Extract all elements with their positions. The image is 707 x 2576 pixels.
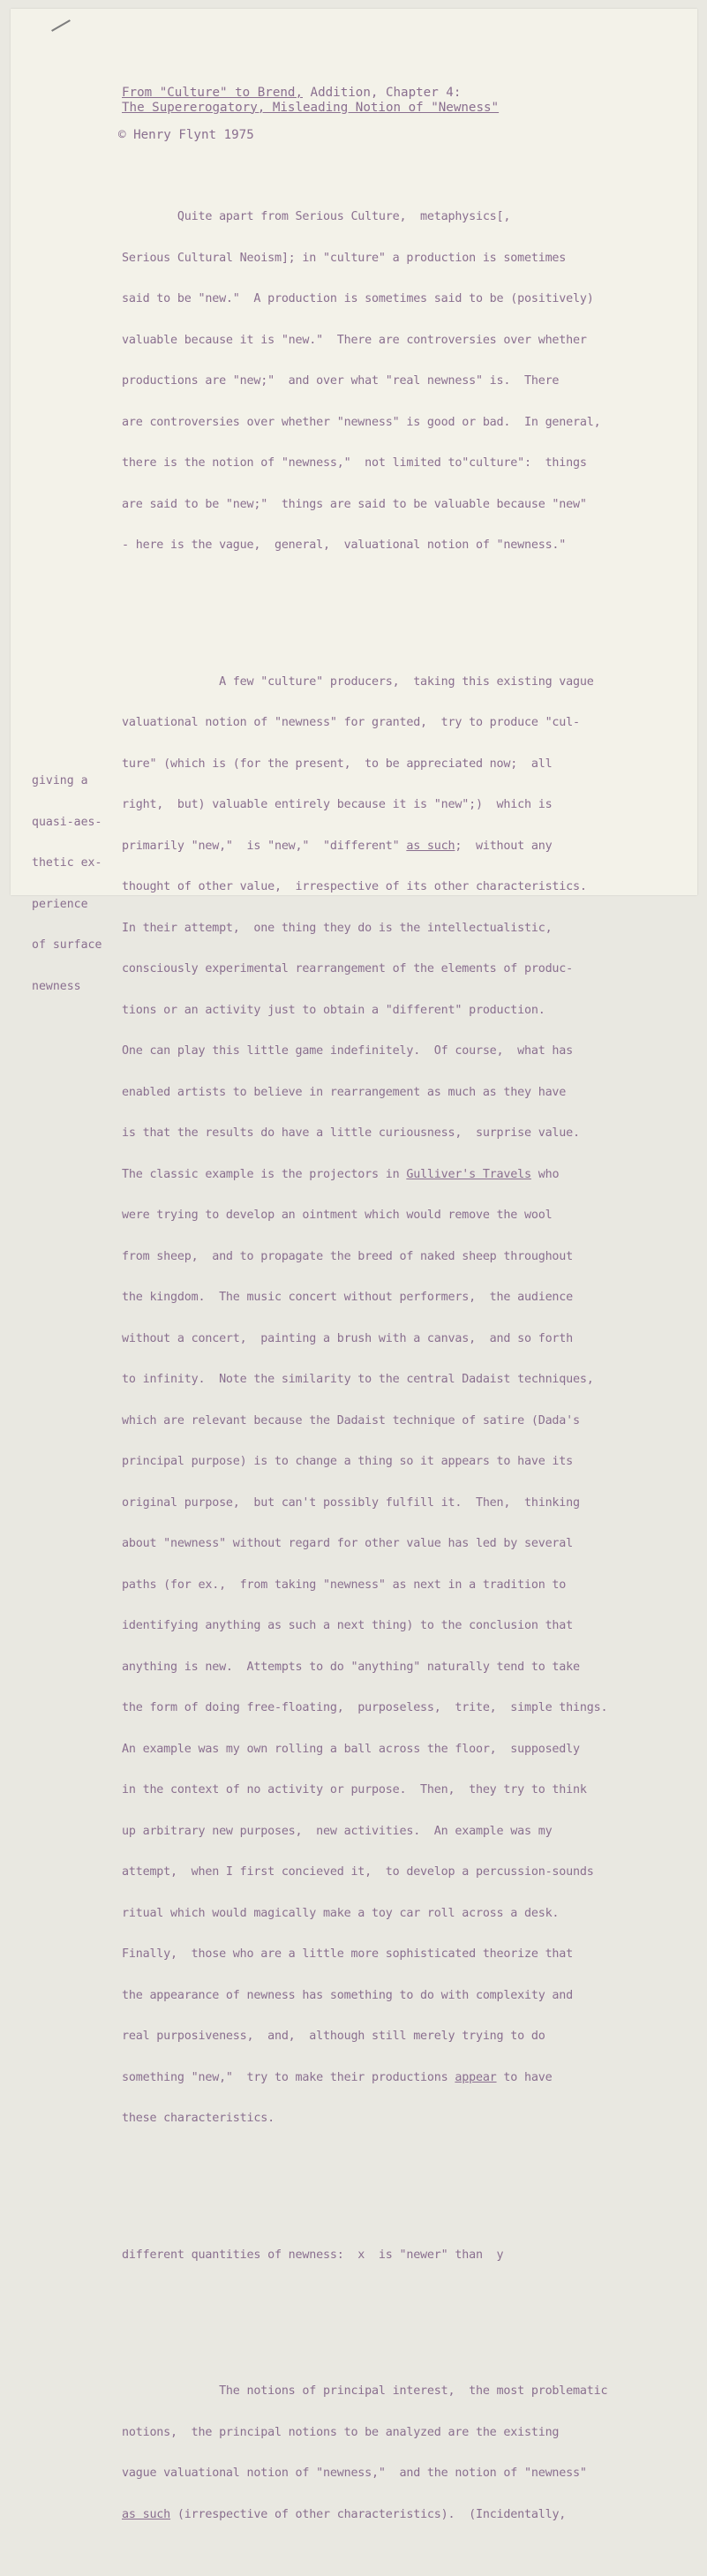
paragraph-4 xyxy=(122,2357,607,2549)
text-line: identifying anything as such a next thing) to the conclusion that xyxy=(122,1619,574,1632)
heading-title-rest: Addition, Chapter 4: xyxy=(303,86,462,100)
underlined-phrase: as such xyxy=(406,839,455,853)
text-line: in the context of no activity or purpose. Then, they try to think xyxy=(122,1783,587,1796)
text-line: there is the notion of "newness," not limited to"culture": things xyxy=(122,456,587,470)
text-line: to infinity. Note the similarity to the central Dadaist techniques, xyxy=(122,1373,594,1386)
margin-line: giving a xyxy=(32,774,88,787)
text-line: the appearance of newness has something to do with complexity and xyxy=(122,1988,574,2002)
margin-line: perience xyxy=(32,897,88,911)
text-line: were trying to develop an ointment which would remove the wool xyxy=(122,1209,553,1222)
text-line: consciously experimental rearrangement of the elements of produc- xyxy=(122,962,574,975)
text-line: the kingdom. The music concert without performers, the audience xyxy=(122,1291,574,1304)
text-line: original purpose, but can't possibly fulfill it. Then, thinking xyxy=(122,1495,580,1510)
margin-line: newness xyxy=(32,979,81,993)
text-line: Quite apart from Serious Culture, metaphysics[, xyxy=(122,210,511,223)
text-line: as such (irrespective of other characteristics). (Incidentally, xyxy=(122,2507,567,2521)
text-line: from sheep, and to propagate the breed of naked sheep throughout xyxy=(122,1249,574,1263)
text-line: anything is new. Attempts to do "anything" naturally tend to take xyxy=(122,1660,580,1674)
text-line: - here is the vague, general, valuational notion of "newness." xyxy=(122,539,567,552)
paragraph-2 xyxy=(122,648,607,2153)
text-line: right, but) valuable entirely because it is "new";) which is xyxy=(122,798,553,811)
heading-subtitle: The Supererogatory, Misleading Notion of "Newness" xyxy=(122,100,500,115)
text-line: up arbitrary new purposes, new activities. An example was my xyxy=(122,1824,553,1838)
text-line: tions or an activity just to obtain a "different" production. xyxy=(122,1003,545,1017)
text-line: these characteristics. xyxy=(122,2112,275,2125)
text-line: are controversies over whether "newness" is good or bad. In general, xyxy=(122,415,601,429)
text-line: Finally, those who are a little more sophisticated theorize that xyxy=(122,1947,574,1961)
paragraph-1 xyxy=(122,183,607,580)
paragraph-3 xyxy=(122,2221,607,2290)
underlined-phrase: as such xyxy=(122,2507,171,2521)
text-line: said to be "new." A production is sometimes said to be (positively) xyxy=(122,292,594,305)
text-line: valuational notion of "newness" for granted, try to produce "cul- xyxy=(122,716,580,729)
document-heading xyxy=(122,86,499,115)
text-line: different quantities of newness: x is "newer" than y xyxy=(122,2248,504,2262)
text-line: valuable because it is "new." There are controversies over whether xyxy=(122,333,587,347)
text-line: the form of doing free-floating, purposeless, trite, simple things. xyxy=(122,1701,608,1714)
text-line: The classic example is the projectors in Gulliver's Travels who xyxy=(122,1167,560,1181)
text-line: vague valuational notion of "newness," and the notion of "newness" xyxy=(122,2467,587,2480)
text-line: One can play this little game indefinitely. Of course, what has xyxy=(122,1044,574,1058)
text-line: real purposiveness, and, although still merely trying to do xyxy=(122,2030,545,2043)
margin-line: quasi-aes- xyxy=(32,815,102,829)
text-line: ritual which would magically make a toy car roll across a desk. xyxy=(122,1906,560,1920)
text-line: primarily "new," is "new," "different" as such; without any xyxy=(122,839,553,853)
text-line: In their attempt, one thing they do is the intellectualistic, xyxy=(122,921,553,935)
text-line: ture" (which is (for the present, to be appreciated now; all xyxy=(122,757,553,771)
text-line: productions are "new;" and over what "real newness" is. There xyxy=(122,374,560,388)
underlined-phrase: appear xyxy=(455,2070,497,2084)
text-line: notions, the principal notions to be analyzed are the existing xyxy=(122,2425,560,2439)
margin-line: thetic ex- xyxy=(32,856,102,870)
text-line: principal purpose) is to change a thing so it appears to have its xyxy=(122,1455,574,1468)
text-line: something "new," try to make their productions appear to have xyxy=(122,2070,553,2084)
pencil-mark xyxy=(51,19,71,32)
underlined-phrase: Gulliver's Travels xyxy=(406,1167,531,1181)
text-line: thought of other value, irrespective of its other characteristics. xyxy=(122,880,587,893)
margin-note xyxy=(32,747,102,1021)
copyright-line: © Henry Flynt 1975 xyxy=(118,128,254,142)
document-page xyxy=(11,9,697,2521)
text-line: attempt, when I first concieved it, to develop a percussion-sounds xyxy=(122,1865,594,1879)
text-line: about "newness" without regard for other value has led by several xyxy=(122,1537,574,1550)
text-line: An example was my own rolling a ball across the floor, supposedly xyxy=(122,1742,580,1756)
heading-title-underlined: From "Culture" to Brend, xyxy=(122,86,303,100)
text-line: without a concert, painting a brush with a canvas, and so forth xyxy=(122,1331,574,1345)
text-line: A few "culture" producers, taking this existing vague xyxy=(122,674,594,689)
text-line: which are relevant because the Dadaist technique of satire (Dada's xyxy=(122,1413,580,1427)
text-line: enabled artists to believe in rearrangement as much as they have xyxy=(122,1085,567,1099)
text-line: are said to be "new;" things are said to be valuable because "new" xyxy=(122,497,587,511)
text-line: Serious Cultural Neoism]; in "culture" a production is sometimes xyxy=(122,251,567,265)
text-line: paths (for ex., from taking "newness" as next in a tradition to xyxy=(122,1578,567,1592)
body-text xyxy=(122,155,607,2576)
margin-line: of surface xyxy=(32,938,102,952)
text-line: is that the results do have a little curiousness, surprise value. xyxy=(122,1126,580,1140)
text-line: The notions of principal interest, the most problematic xyxy=(122,2384,608,2398)
